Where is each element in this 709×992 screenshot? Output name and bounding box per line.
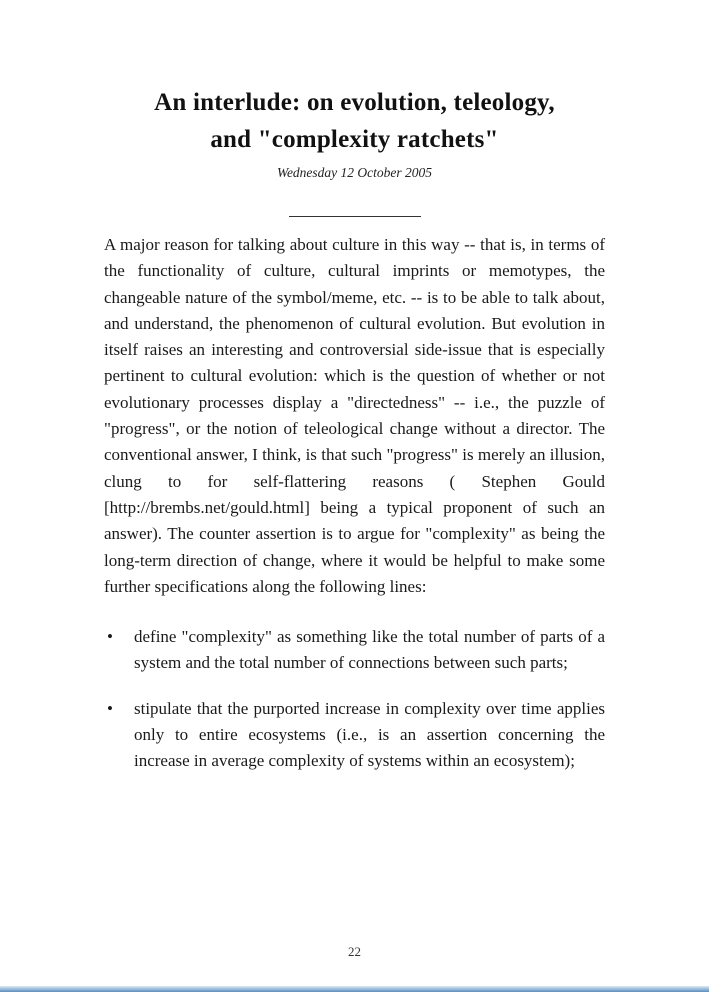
bullet-icon: • bbox=[107, 698, 113, 718]
bullet-text: stipulate that the purported increase in complexity over time applies only to entire ecosystems (i.e., is an assertion concerning the increase in average complexity of systems within an ecosystem); bbox=[134, 698, 605, 771]
list-item bbox=[104, 696, 605, 775]
list-item bbox=[104, 624, 605, 677]
page-number: 22 bbox=[348, 944, 361, 959]
bullet-list bbox=[104, 624, 605, 774]
page-footer bbox=[0, 944, 709, 960]
date-line: Wednesday 12 October 2005 bbox=[276, 165, 433, 180]
section-divider bbox=[289, 216, 421, 217]
bottom-edge-strip bbox=[0, 986, 709, 992]
document-header bbox=[104, 84, 605, 181]
page-title-line-1: An interlude: on evolution, teleology, bbox=[154, 89, 555, 116]
page-title-line-2: and "complexity ratchets" bbox=[210, 126, 499, 153]
body-paragraph: A major reason for talking about culture in this way -- that is, in terms of the functionality of culture, cultural imprints or memotypes, the changeable nature of the symbol/meme, etc. -- is to be able to talk about, and understand, the phenomenon of cultural evolution. But evolution in itself raises an interesting and controversial side-issue that is especially pertinent to cultural evolution: which is the question of whether or not evolutionary processes display a "directedness" -- i.e., the puzzle of "progress", or the notion of teleological change without a director. The conventional answer, I think, is that such "progress" is merely an illusion, clung to for self-flattering reasons ( Stephen Gould [http://brembs.net/gould.html] being a typical proponent of such an answer). The counter assertion is to argue for "complexity" as being the long-term direction of change, where it would be helpful to make some further specifications along the following lines: bbox=[104, 235, 605, 596]
bullet-icon: • bbox=[107, 627, 113, 647]
page-title bbox=[104, 84, 605, 158]
bullet-text: define "complexity" as something like the total number of parts of a system and the total number of connections between such parts; bbox=[134, 627, 605, 673]
